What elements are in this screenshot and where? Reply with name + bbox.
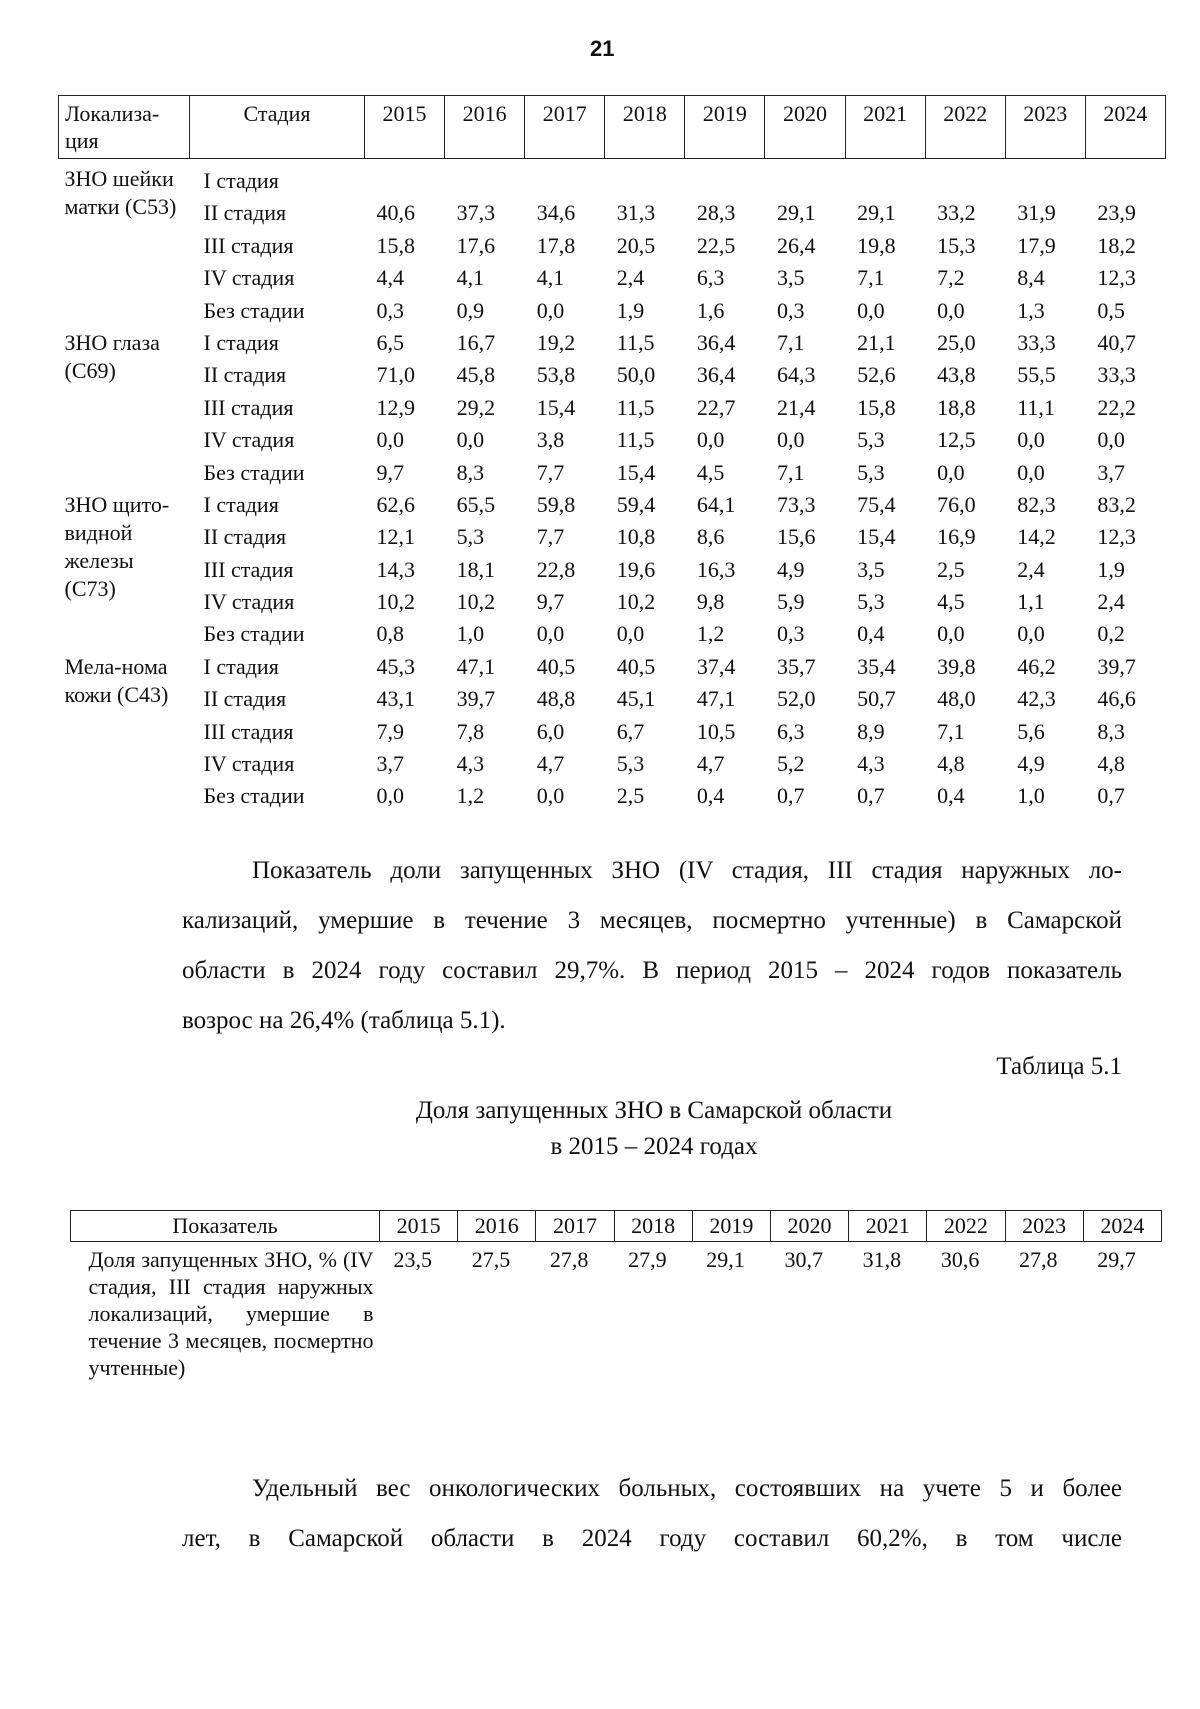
value-cell: 4,5 — [696, 459, 725, 485]
value-cell: 64,1 — [696, 491, 736, 517]
header-year: 2019 — [685, 96, 765, 159]
value-cell: 0,0 — [536, 783, 565, 809]
value-cell: 4,9 — [1017, 751, 1045, 777]
table-row — [59, 554, 1166, 586]
value-cell: 83,2 — [1097, 491, 1136, 517]
value-cell: 15,4 — [857, 524, 896, 550]
value-cell: 7,8 — [456, 718, 485, 744]
value-cell: 7,1 — [937, 718, 965, 744]
value-cell: 0,0 — [536, 297, 565, 323]
value-cell: 27,8 — [1019, 1247, 1058, 1272]
value-cell: 15,4 — [616, 459, 656, 485]
value-cell — [605, 159, 685, 198]
value-cell: 0,0 — [937, 459, 965, 485]
value-cell — [525, 159, 605, 198]
value-cell: 5,3 — [857, 589, 885, 615]
value-cell: 7,1 — [857, 265, 885, 291]
value-cell: 0,5 — [1097, 297, 1125, 323]
table-row — [59, 359, 1166, 391]
value-cell: 3,5 — [776, 265, 805, 291]
value-cell: 62,6 — [376, 491, 415, 517]
value-cell: 45,8 — [456, 362, 496, 388]
value-cell: 4,7 — [536, 751, 565, 777]
value-cell: 43,1 — [376, 686, 415, 712]
paragraph-line: кализаций, умершие в течение 3 месяцев, посмертно учтенные) в Самарской — [182, 907, 1122, 934]
value-cell: 0,2 — [1097, 621, 1125, 647]
value-cell: 46,2 — [1017, 653, 1056, 679]
value-cell: 4,9 — [776, 556, 805, 582]
header-indicator: Показатель — [71, 1211, 380, 1242]
table-row — [59, 392, 1166, 424]
paragraph-line: возрос на 26,4% (таблица 5.1). — [182, 1007, 506, 1034]
value-cell: 6,5 — [376, 329, 404, 355]
value-cell: 1,9 — [616, 297, 645, 323]
value-cell: 29,2 — [456, 394, 496, 420]
value-cell: 0,4 — [696, 783, 725, 809]
header-year: 2015 — [380, 1211, 458, 1242]
value-cell: 2,5 — [616, 783, 645, 809]
value-cell: 0,0 — [776, 427, 805, 453]
value-cell: 12,5 — [937, 427, 976, 453]
value-cell: 18,8 — [937, 394, 976, 420]
value-cell: 27,9 — [628, 1247, 667, 1272]
value-cell: 1,3 — [1017, 297, 1045, 323]
value-cell: 19,8 — [857, 232, 896, 258]
stage-cell: III стадия — [203, 394, 294, 420]
localization-cell: ЗНО шейки матки (С53) — [64, 166, 177, 219]
value-cell: 45,3 — [376, 653, 415, 679]
value-cell: 3,7 — [1097, 459, 1125, 485]
value-cell: 59,8 — [536, 491, 576, 517]
value-cell: 0,3 — [376, 297, 404, 323]
value-cell — [685, 159, 765, 198]
table-row — [59, 521, 1166, 553]
value-cell: 4,7 — [696, 751, 725, 777]
header-year: 2015 — [365, 96, 445, 159]
value-cell: 22,2 — [1097, 394, 1136, 420]
stage-cell: III стадия — [203, 232, 294, 258]
value-cell: 7,1 — [776, 329, 805, 355]
table-row — [59, 683, 1166, 715]
table-row — [59, 295, 1166, 327]
value-cell: 27,8 — [549, 1247, 589, 1272]
table-row — [59, 618, 1166, 650]
stage-cell: Без стадии — [203, 621, 305, 647]
value-cell: 29,1 — [706, 1247, 745, 1272]
value-cell: 15,6 — [776, 524, 816, 550]
value-cell: 4,5 — [937, 589, 965, 615]
header-year: 2018 — [605, 96, 685, 159]
stage-cell: I стадия — [203, 491, 279, 517]
value-cell: 52,0 — [776, 686, 816, 712]
value-cell: 4,3 — [857, 751, 885, 777]
table-header-row — [59, 96, 1166, 159]
value-cell: 22,7 — [696, 394, 736, 420]
table-row — [59, 586, 1166, 618]
value-cell — [1085, 159, 1165, 198]
value-cell: 35,7 — [776, 653, 816, 679]
table-row — [59, 748, 1166, 780]
stage-distribution-table — [58, 95, 1166, 813]
value-cell: 64,3 — [776, 362, 816, 388]
header-year: 2018 — [614, 1211, 692, 1242]
value-cell: 7,7 — [536, 524, 565, 550]
value-cell: 15,4 — [536, 394, 576, 420]
value-cell: 0,0 — [857, 297, 885, 323]
header-stage: Стадия — [190, 96, 365, 159]
value-cell: 15,3 — [937, 232, 976, 258]
value-cell — [1005, 159, 1085, 198]
value-cell: 28,3 — [696, 200, 736, 226]
stage-cell: IV стадия — [203, 589, 295, 615]
value-cell: 31,3 — [616, 200, 656, 226]
value-cell: 5,9 — [776, 589, 805, 615]
header-year: 2019 — [692, 1211, 770, 1242]
table-row — [59, 230, 1166, 262]
value-cell: 25,0 — [937, 329, 976, 355]
value-cell: 4,1 — [536, 265, 565, 291]
value-cell: 4,4 — [376, 265, 404, 291]
value-cell: 10,2 — [616, 589, 656, 615]
value-cell: 20,5 — [616, 232, 656, 258]
value-cell: 1,6 — [696, 297, 725, 323]
header-year: 2022 — [927, 1211, 1005, 1242]
value-cell: 9,7 — [376, 459, 404, 485]
value-cell: 30,7 — [784, 1247, 823, 1272]
value-cell: 6,0 — [536, 718, 565, 744]
table-row — [59, 262, 1166, 294]
value-cell: 36,4 — [696, 362, 736, 388]
value-cell: 0,0 — [616, 621, 645, 647]
neglected-share-table — [70, 1210, 1162, 1385]
stage-cell: I стадия — [203, 329, 279, 355]
paragraph-neglected-share — [182, 846, 1122, 1046]
value-cell: 4,8 — [1097, 751, 1125, 777]
stage-cell: Без стадии — [203, 459, 305, 485]
header-year: 2022 — [925, 96, 1005, 159]
value-cell: 0,0 — [456, 427, 485, 453]
value-cell: 30,6 — [940, 1247, 980, 1272]
value-cell: 0,4 — [857, 621, 885, 647]
value-cell: 8,3 — [1097, 718, 1125, 744]
value-cell: 11,5 — [616, 329, 655, 355]
value-cell: 2,4 — [1097, 589, 1125, 615]
value-cell: 3,7 — [376, 751, 404, 777]
stage-cell: III стадия — [203, 556, 294, 582]
value-cell: 9,8 — [696, 589, 725, 615]
value-cell — [365, 159, 445, 198]
value-cell: 18,1 — [456, 556, 496, 582]
stage-cell: Без стадии — [203, 783, 305, 809]
value-cell: 6,3 — [776, 718, 805, 744]
table-row — [59, 457, 1166, 489]
value-cell: 8,4 — [1017, 265, 1045, 291]
value-cell: 27,5 — [471, 1247, 511, 1272]
value-cell: 0,0 — [937, 621, 965, 647]
header-year: 2016 — [445, 96, 525, 159]
value-cell: 15,8 — [376, 232, 415, 258]
paragraph-line: Удельный вес онкологических больных, состоявших на учете 5 и более — [252, 1475, 1122, 1502]
value-cell: 34,6 — [536, 200, 576, 226]
value-cell: 0,9 — [456, 297, 485, 323]
value-cell: 40,5 — [536, 653, 576, 679]
value-cell: 5,2 — [776, 751, 805, 777]
header-year: 2024 — [1085, 96, 1165, 159]
stage-cell: II стадия — [203, 686, 287, 712]
stage-cell: I стадия — [203, 653, 279, 679]
value-cell: 14,3 — [376, 556, 415, 582]
value-cell: 10,2 — [456, 589, 496, 615]
value-cell: 0,0 — [1017, 427, 1045, 453]
value-cell: 1,1 — [1017, 589, 1045, 615]
value-cell: 37,4 — [696, 653, 736, 679]
value-cell: 12,1 — [376, 524, 415, 550]
stage-cell: Без стадии — [203, 297, 305, 323]
value-cell: 4,3 — [456, 751, 485, 777]
value-cell: 73,3 — [776, 491, 816, 517]
value-cell: 0,0 — [1017, 621, 1045, 647]
value-cell: 1,2 — [456, 783, 485, 809]
value-cell: 0,0 — [937, 297, 965, 323]
value-cell: 2,5 — [937, 556, 965, 582]
value-cell: 45,1 — [616, 686, 656, 712]
value-cell — [925, 159, 1005, 198]
header-year: 2016 — [458, 1211, 536, 1242]
localization-cell: ЗНО глаза (С69) — [64, 329, 160, 383]
value-cell: 18,2 — [1097, 232, 1136, 258]
value-cell — [845, 159, 925, 198]
value-cell: 5,3 — [616, 751, 645, 777]
stage-cell: I стадия — [203, 168, 279, 193]
header-year: 2021 — [845, 96, 925, 159]
value-cell: 29,1 — [857, 200, 896, 226]
header-year: 2021 — [849, 1211, 927, 1242]
value-cell: 43,8 — [937, 362, 976, 388]
value-cell: 39,7 — [1097, 653, 1136, 679]
value-cell: 0,7 — [1097, 783, 1125, 809]
value-cell: 5,3 — [456, 524, 485, 550]
table-row — [59, 489, 1166, 521]
table-label: Таблица 5.1 — [996, 1053, 1122, 1080]
value-cell: 33,3 — [1097, 362, 1136, 388]
value-cell: 0,0 — [536, 621, 565, 647]
value-cell: 2,4 — [1017, 556, 1045, 582]
value-cell: 23,9 — [1097, 200, 1136, 226]
value-cell: 71,0 — [376, 362, 415, 388]
value-cell: 3,5 — [857, 556, 885, 582]
paragraph-line: Показатель доли запущенных ЗНО (IV стадия, III стадия наружных ло- — [252, 857, 1122, 884]
table-row — [59, 424, 1166, 456]
value-cell: 76,0 — [937, 491, 976, 517]
value-cell: 0,0 — [376, 427, 404, 453]
value-cell: 10,2 — [376, 589, 415, 615]
value-cell: 17,8 — [536, 232, 576, 258]
table-header-row — [71, 1211, 1162, 1242]
value-cell: 0,8 — [376, 621, 404, 647]
stage-cell: IV стадия — [203, 265, 295, 291]
value-cell: 21,4 — [776, 394, 816, 420]
table-row — [59, 780, 1166, 812]
table-row — [59, 197, 1166, 229]
value-cell: 12,3 — [1097, 524, 1136, 550]
header-year: 2017 — [525, 96, 605, 159]
value-cell: 47,1 — [696, 686, 736, 712]
stage-cell: II стадия — [203, 362, 287, 388]
value-cell — [445, 159, 525, 198]
value-cell: 23,5 — [393, 1247, 432, 1272]
localization-cell: ЗНО щито-видной железы (С73) — [64, 491, 170, 601]
value-cell: 46,6 — [1097, 686, 1136, 712]
table-row — [71, 1242, 1162, 1386]
indicator-cell: Доля запущенных ЗНО, % (IV стадия, III стадия наружных локализаций, умершие в течение 3 месяцев, посмертно учтенные) — [88, 1247, 374, 1380]
value-cell: 17,9 — [1017, 232, 1056, 258]
value-cell: 6,7 — [616, 718, 645, 744]
value-cell: 0,4 — [937, 783, 965, 809]
localization-cell: Мела-нома кожи (С43) — [64, 653, 169, 707]
value-cell: 29,1 — [776, 200, 816, 226]
table-row — [59, 327, 1166, 359]
value-cell: 7,7 — [536, 459, 565, 485]
value-cell: 5,3 — [857, 459, 885, 485]
value-cell: 35,4 — [857, 653, 896, 679]
header-year: 2023 — [1005, 1211, 1083, 1242]
value-cell: 11,5 — [616, 427, 655, 453]
value-cell: 31,9 — [1017, 200, 1056, 226]
value-cell: 55,5 — [1017, 362, 1056, 388]
header-year: 2020 — [765, 96, 845, 159]
value-cell: 0,0 — [1017, 459, 1045, 485]
value-cell: 0,3 — [776, 621, 805, 647]
stage-cell: IV стадия — [203, 751, 295, 777]
paragraph-five-year-share — [182, 1464, 1122, 1564]
value-cell: 9,7 — [536, 589, 565, 615]
value-cell: 11,1 — [1017, 394, 1055, 420]
value-cell: 42,3 — [1017, 686, 1056, 712]
value-cell: 53,8 — [536, 362, 576, 388]
value-cell: 50,0 — [616, 362, 656, 388]
value-cell — [765, 159, 845, 198]
value-cell: 6,3 — [696, 265, 725, 291]
value-cell: 0,0 — [376, 783, 404, 809]
table-body — [59, 159, 1166, 813]
value-cell: 4,8 — [937, 751, 965, 777]
value-cell: 48,0 — [937, 686, 976, 712]
value-cell: 3,8 — [536, 427, 565, 453]
table-caption-line: в 2015 – 2024 годах — [550, 1133, 758, 1160]
value-cell: 7,2 — [937, 265, 965, 291]
value-cell: 15,8 — [857, 394, 896, 420]
value-cell: 26,4 — [776, 232, 816, 258]
value-cell: 19,6 — [616, 556, 656, 582]
value-cell: 37,3 — [456, 200, 496, 226]
value-cell: 1,9 — [1097, 556, 1125, 582]
value-cell: 10,5 — [696, 718, 736, 744]
paragraph-line: лет, в Самарской области в 2024 году составил 60,2%, в том числе — [182, 1525, 1122, 1552]
value-cell: 31,8 — [862, 1247, 902, 1272]
value-cell: 14,2 — [1017, 524, 1056, 550]
value-cell: 12,3 — [1097, 265, 1136, 291]
stage-cell: IV стадия — [203, 427, 295, 453]
value-cell: 8,6 — [696, 524, 725, 550]
table-caption — [0, 1093, 1200, 1165]
value-cell: 0,3 — [776, 297, 805, 323]
value-cell: 5,6 — [1017, 718, 1045, 744]
value-cell: 22,5 — [696, 232, 736, 258]
value-cell: 7,9 — [376, 718, 404, 744]
value-cell: 10,8 — [616, 524, 656, 550]
value-cell: 16,9 — [937, 524, 976, 550]
value-cell: 19,2 — [536, 329, 576, 355]
value-cell: 36,4 — [696, 329, 736, 355]
value-cell: 82,3 — [1017, 491, 1056, 517]
stage-cell: II стадия — [203, 200, 287, 226]
value-cell: 0,0 — [1097, 427, 1125, 453]
value-cell: 33,3 — [1017, 329, 1056, 355]
value-cell: 47,1 — [456, 653, 496, 679]
value-cell: 48,8 — [536, 686, 576, 712]
value-cell: 0,7 — [857, 783, 885, 809]
value-cell: 16,3 — [696, 556, 736, 582]
header-year: 2023 — [1005, 96, 1085, 159]
page-number: 21 — [590, 36, 615, 61]
value-cell: 12,9 — [376, 394, 415, 420]
value-cell: 65,5 — [456, 491, 496, 517]
value-cell: 17,6 — [456, 232, 496, 258]
paragraph-line: области в 2024 году составил 29,7%. В период 2015 – 2024 годов показатель — [182, 957, 1122, 984]
value-cell: 7,1 — [776, 459, 805, 485]
value-cell: 40,5 — [616, 653, 656, 679]
value-cell: 0,0 — [696, 427, 725, 453]
table-caption-line: Доля запущенных ЗНО в Самарской области — [415, 1097, 893, 1124]
table-row — [59, 651, 1166, 683]
value-cell: 29,7 — [1097, 1247, 1136, 1272]
header-year: 2020 — [770, 1211, 848, 1242]
value-cell: 0,7 — [776, 783, 805, 809]
value-cell: 52,6 — [857, 362, 896, 388]
stage-cell: III стадия — [203, 718, 294, 744]
value-cell: 40,7 — [1097, 329, 1136, 355]
value-cell: 16,7 — [456, 329, 496, 355]
value-cell: 33,2 — [937, 200, 976, 226]
header-year: 2024 — [1083, 1211, 1161, 1242]
value-cell: 1,2 — [696, 621, 725, 647]
value-cell: 40,6 — [376, 200, 415, 226]
value-cell: 50,7 — [857, 686, 896, 712]
value-cell: 5,3 — [857, 427, 885, 453]
table-row — [59, 159, 1166, 198]
value-cell: 1,0 — [1017, 783, 1045, 809]
header-year: 2017 — [536, 1211, 614, 1242]
value-cell: 22,8 — [536, 556, 576, 582]
stage-cell: II стадия — [203, 524, 287, 550]
value-cell: 2,4 — [616, 265, 645, 291]
table-row — [59, 716, 1166, 748]
value-cell: 59,4 — [616, 491, 656, 517]
value-cell: 8,3 — [456, 459, 485, 485]
value-cell: 21,1 — [857, 329, 896, 355]
header-localization: Локализа-ция — [59, 96, 190, 159]
value-cell: 4,1 — [456, 265, 485, 291]
value-cell: 75,4 — [857, 491, 896, 517]
value-cell: 8,9 — [857, 718, 885, 744]
value-cell: 11,5 — [616, 394, 655, 420]
value-cell: 1,0 — [456, 621, 485, 647]
value-cell: 39,7 — [456, 686, 496, 712]
value-cell: 39,8 — [937, 653, 976, 679]
